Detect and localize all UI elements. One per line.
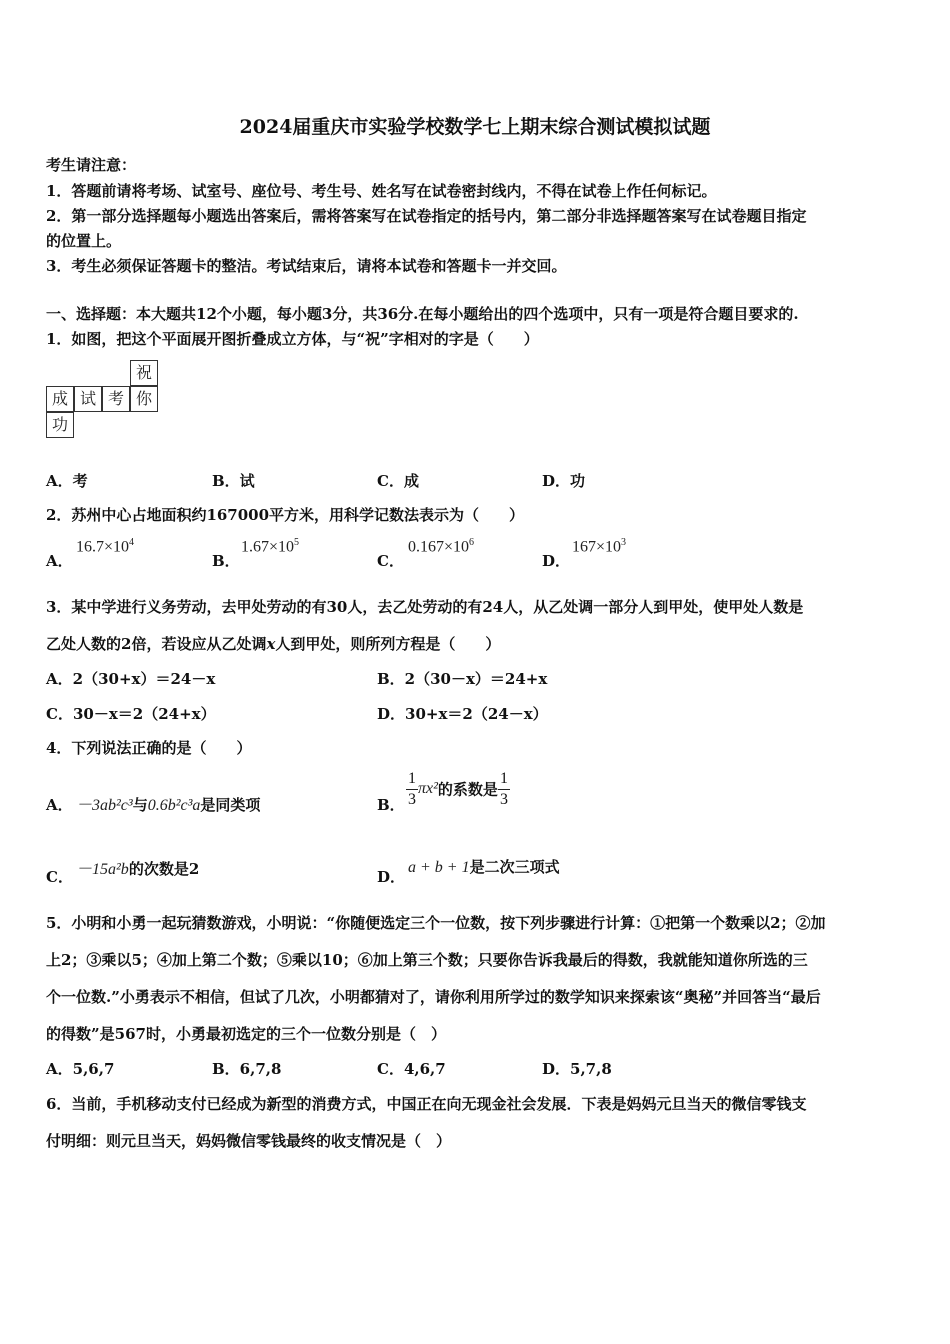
option-c: C．30－x＝2（24+x） — [46, 705, 216, 723]
option-d-label: D． — [377, 868, 406, 886]
net-cell: 功 — [46, 412, 74, 438]
option-d: D．功 — [542, 472, 586, 490]
notice-line: 3．考生必须保证答题卡的整洁。考试结束后，请将本试卷和答题卡一并交回。 — [46, 257, 567, 275]
page-title: 2024届重庆市实验学校数学七上期末综合测试模拟试题 — [239, 116, 711, 138]
net-cell: 考 — [102, 386, 130, 412]
cube-net-figure — [46, 360, 166, 446]
option-b: B．6,7,8 — [212, 1060, 282, 1078]
question-1-stem: 1．如图，把这个平面展开图折叠成立方体，与“祝”字相对的字是（ ） — [46, 330, 539, 348]
notice-heading: 考生请注意： — [46, 156, 137, 174]
option-c: C．成 — [377, 472, 419, 490]
option-b-label: B． — [212, 552, 240, 570]
option-a-label: A． — [46, 796, 73, 814]
question-3-stem-cont: 乙处人数的2倍，若设应从乙处调x人到甲处，则所列方程是（ ） — [46, 635, 501, 653]
notice-line: 1．答题前请将考场、试室号、座位号、考生号、姓名写在试卷密封线内，不得在试卷上作任何标记。 — [46, 182, 717, 200]
option-c: C．4,6,7 — [377, 1060, 446, 1078]
option-d: D．30+x＝2（24－x） — [377, 705, 548, 723]
option-a: A．5,6,7 — [46, 1060, 115, 1078]
section-heading: 一、选择题：本大题共12个小题，每小题3分，共36分.在每小题给出的四个选项中，只有一项是符合题目要求的. — [46, 305, 799, 323]
question-3-stem: 3．某中学进行义务劳动，去甲处劳动的有30人，去乙处劳动的有24人，从乙处调一部分人到甲处，使甲处人数是 — [46, 598, 804, 616]
question-6-stem: 6．当前，手机移动支付已经成为新型的消费方式，中国正在向无现金社会发展．下表是妈妈元旦当天的微信零钱支 — [46, 1095, 807, 1113]
option-b-expr: $1.67\times 10^5$ — [241, 537, 300, 556]
option-d-content: a + b + 1是二次三项式 — [408, 858, 560, 876]
question-4-stem: 4．下列说法正确的是（ ） — [46, 739, 252, 757]
option-d-expr: $167\times 10^3$ — [572, 537, 627, 556]
option-a-label: A． — [46, 552, 73, 570]
net-cell: 试 — [74, 386, 102, 412]
option-b: B．试 — [212, 472, 255, 490]
net-cell: 祝 — [130, 360, 158, 386]
option-b-label: B． — [377, 796, 405, 814]
option-b-content: $\frac{1}{3}$ πx²的系数是 $\frac{1}{3}$ — [408, 770, 508, 808]
notice-line: 2．第一部分选择题每小题选出答案后，需将答案写在试卷指定的括号内，第二部分非选择题答案写在试卷题目指定 — [46, 207, 807, 225]
question-5-stem-cont: 上2；③乘以5；④加上第二个数；⑤乘以10；⑥加上第三个数；只要你告诉我最后的得数，我就能知道你所选的三 — [46, 951, 808, 969]
option-a-content: －3ab²c³与0.6b²c³a是同类项 — [76, 796, 261, 814]
question-5-stem-cont: 个一位数.”小勇表示不相信，但试了几次，小明都猜对了，请你利用所学过的数学知识来探索该“奥秘”并回答当“最后 — [46, 988, 821, 1006]
option-b: B．2（30－x）＝24+x — [377, 670, 548, 688]
notice-line: 的位置上。 — [46, 232, 122, 250]
option-d: D．5,7,8 — [542, 1060, 612, 1078]
question-2-stem: 2．苏州中心占地面积约167000平方米，用科学记数法表示为（ ） — [46, 506, 525, 524]
option-a: A．考 — [46, 472, 88, 490]
option-c-label: C． — [46, 868, 73, 886]
question-5-stem: 5．小明和小勇一起玩猜数游戏，小明说：“你随便选定三个一位数，按下列步骤进行计算：①把第一个数乘以2；②加 — [46, 914, 826, 932]
option-c-label: C． — [377, 552, 404, 570]
option-a: A．2（30+x）＝24－x — [46, 670, 216, 688]
option-d-label: D． — [542, 552, 571, 570]
option-a-expr: $16.7\times 10^4$ — [76, 537, 135, 556]
question-6-stem-cont: 付明细：则元旦当天，妈妈微信零钱最终的收支情况是（ ） — [46, 1132, 452, 1150]
question-5-stem-cont: 的得数”是567时，小勇最初选定的三个一位数分别是（ ） — [46, 1025, 446, 1043]
net-cell: 你 — [130, 386, 158, 412]
option-c-content: －15a²b的次数是2 — [76, 860, 200, 878]
option-c-expr: $0.167\times 10^6$ — [408, 537, 475, 556]
net-cell: 成 — [46, 386, 74, 412]
